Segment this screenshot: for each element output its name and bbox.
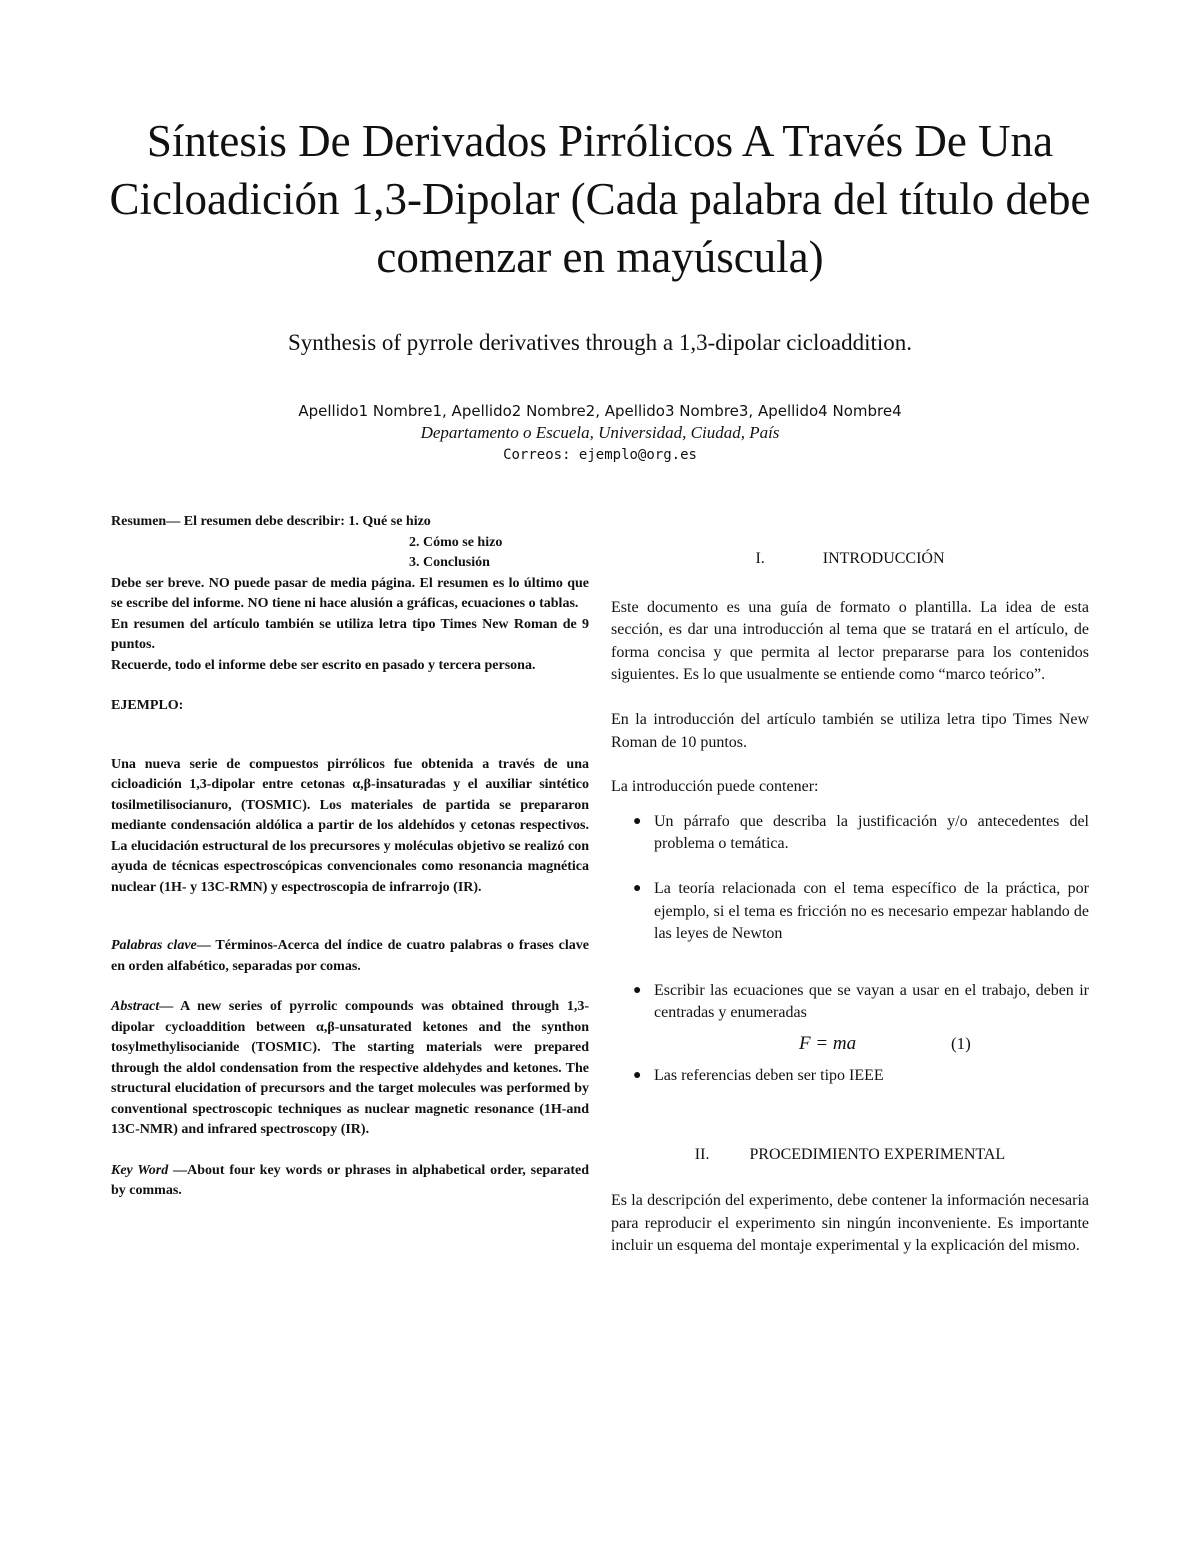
author-names: Apellido1 Nombre1, Apellido2 Nombre2, Apellido3 Nombre3, Apellido4 Nombre4	[298, 402, 902, 420]
paper-title: Síntesis De Derivados Pirrólicos A Través De Una Cicloadición 1,3-Dipolar (Cada palabra del título debe comenzar en mayúscula)	[109, 116, 1091, 282]
resumen-step-2: 2. Cómo se hizo	[409, 534, 503, 550]
left-column	[111, 512, 589, 1202]
resumen-intro-text: El resumen debe describir: 1. Qué se hizo	[180, 514, 431, 529]
list-item: ● Las referencias deben ser tipo IEEE	[611, 1065, 1089, 1088]
equation: F = ma	[799, 1032, 857, 1054]
spacer	[111, 717, 589, 755]
equation-block	[611, 1025, 1089, 1065]
palabras-clave-text: Términos-Acerca del índice de cuatro palabras o frases clave en orden alfabético, separadas por comas.	[111, 938, 589, 974]
palabras-clave-label: Palabras clave	[111, 938, 197, 953]
spacer	[611, 1088, 1089, 1144]
ejemplo-text: Una nueva serie de compuestos pirrólicos fue obtenida a través de una cicloadición 1,3-dipolar entre cetonas α,β-insaturadas y el auxiliar sintético tosilmetilisocianuro, (TOSMIC). Los materiales de partida se prepararon mediante condensación aldólica a partir de los aldehídos y cetonas respectivos. La elucidación estructural de los precursores y moléculas objetivo se realizó con ayuda de técnicas espectroscópicas convencionales como resonancia magnética nuclear (1H- y 13C-RMN) y espectroscopia de infrarrojo (IR).	[111, 756, 589, 895]
spacer	[111, 898, 589, 936]
key-word-label: Key Word	[111, 1162, 169, 1178]
bullet-icon: ●	[633, 880, 642, 896]
author-block	[90, 400, 1110, 466]
equation-number: (1)	[951, 1033, 971, 1053]
resumen-paragraph-2: En resumen del artículo también se utiliza letra tipo Times New Roman de 9 puntos.	[111, 616, 589, 652]
key-word	[111, 1161, 589, 1202]
author-affiliation: Departamento o Escuela, Universidad, Ciudad, País	[420, 423, 780, 442]
ejemplo-label: EJEMPLO:	[111, 698, 184, 713]
list-item: ● La teoría relacionada con el tema específico de la práctica, por ejemplo, si el tema es fricción no es necesario empezar hablando de las leyes de Newton	[633, 879, 1089, 943]
abstract-dash: —	[159, 999, 174, 1014]
resumen-label: Resumen—	[111, 514, 181, 529]
intro-paragraph-1: Este documento es una guía de formato o plantilla. La idea de esta sección, es dar una introducción al tema que se tratará en el artículo, de forma concisa y que permita al lector prepararse para los contenidos siguientes. Es lo que usualmente se entiende como “marco teórico”.	[611, 598, 1089, 684]
resumen-intro	[111, 512, 589, 533]
abstract	[111, 997, 589, 1141]
intro-paragraph-3: La introducción puede contener:	[611, 778, 819, 796]
spacer	[111, 1141, 589, 1161]
section-number: II.	[694, 1145, 710, 1163]
spacer	[611, 754, 1089, 776]
spacer	[611, 571, 1089, 597]
spacer	[111, 676, 589, 696]
resumen-step-3: 3. Conclusión	[409, 555, 490, 570]
bullet-icon: ●	[633, 813, 642, 829]
spacer	[611, 799, 1089, 811]
author-emails: Correos: ejemplo@org.es	[503, 447, 697, 463]
intro-paragraph-2: En la introducción del artículo también se utiliza letra tipo Times New Roman de 10 puntos.	[611, 710, 1089, 751]
key-word-text: —About four key words or phrases in alphabetical order, separated by commas.	[111, 1162, 590, 1198]
palabras-clave-dash: —	[196, 938, 211, 953]
palabras-clave	[111, 936, 589, 977]
right-column	[611, 548, 1089, 1258]
spacer	[111, 977, 589, 997]
spacer	[611, 1166, 1089, 1190]
paper-subtitle: Synthesis of pyrrole derivatives through a 1,3-dipolar cicloaddition.	[287, 330, 913, 355]
section-title: INTRODUCCIÓN	[822, 550, 945, 567]
section-title: PROCEDIMIENTO EXPERIMENTAL	[749, 1145, 1006, 1163]
section-heading-procedimiento	[611, 1144, 1089, 1167]
spacer	[611, 687, 1089, 709]
list-item: ● Un párrafo que describa la justificación y/o antecedentes del problema o temática.	[633, 812, 1089, 853]
abstract-text: A new series of pyrrolic compounds was obtained through 1,3-dipolar cycloaddition between α,β-unsaturated ketones and the synthon tosylmethylisocianide (TOSMIC). The starting materials were prepared through the aldol condensation from the respective aldehydes and ketones. The structural elucidation of precursors and the target molecules was performed by conventional spectroscopic techniques as nuclear magnetic resonance (1H-and 13C-NMR) and infrared spectroscopy (IR).	[111, 999, 589, 1137]
bullet-icon: ●	[633, 982, 642, 998]
section-number: I.	[755, 550, 765, 567]
resumen-paragraph-1: Debe ser breve. NO puede pasar de media página. El resumen es lo último que se escribe del informe. NO tiene ni hace alusión a gráficas, ecuaciones o tablas.	[111, 575, 589, 611]
intro-bullet-list-end	[611, 1065, 1089, 1088]
abstract-label: Abstract	[111, 999, 160, 1014]
procedimiento-paragraph-1: Es la descripción del experimento, debe contener la información necesaria para reproducir el experimento sin ningún inconveniente. Es importante incluir un esquema del montaje experimental y la explicación del mismo.	[611, 1192, 1089, 1255]
list-item: ● Escribir las ecuaciones que se vayan a usar en el trabajo, deben ir centradas y enumeradas	[633, 981, 1089, 1022]
resumen-paragraph-3: Recuerde, todo el informe debe ser escrito en pasado y tercera persona.	[111, 657, 536, 673]
intro-bullet-list	[611, 811, 1089, 1025]
bullet-icon: ●	[633, 1067, 642, 1083]
section-heading-introduccion	[611, 548, 1089, 571]
